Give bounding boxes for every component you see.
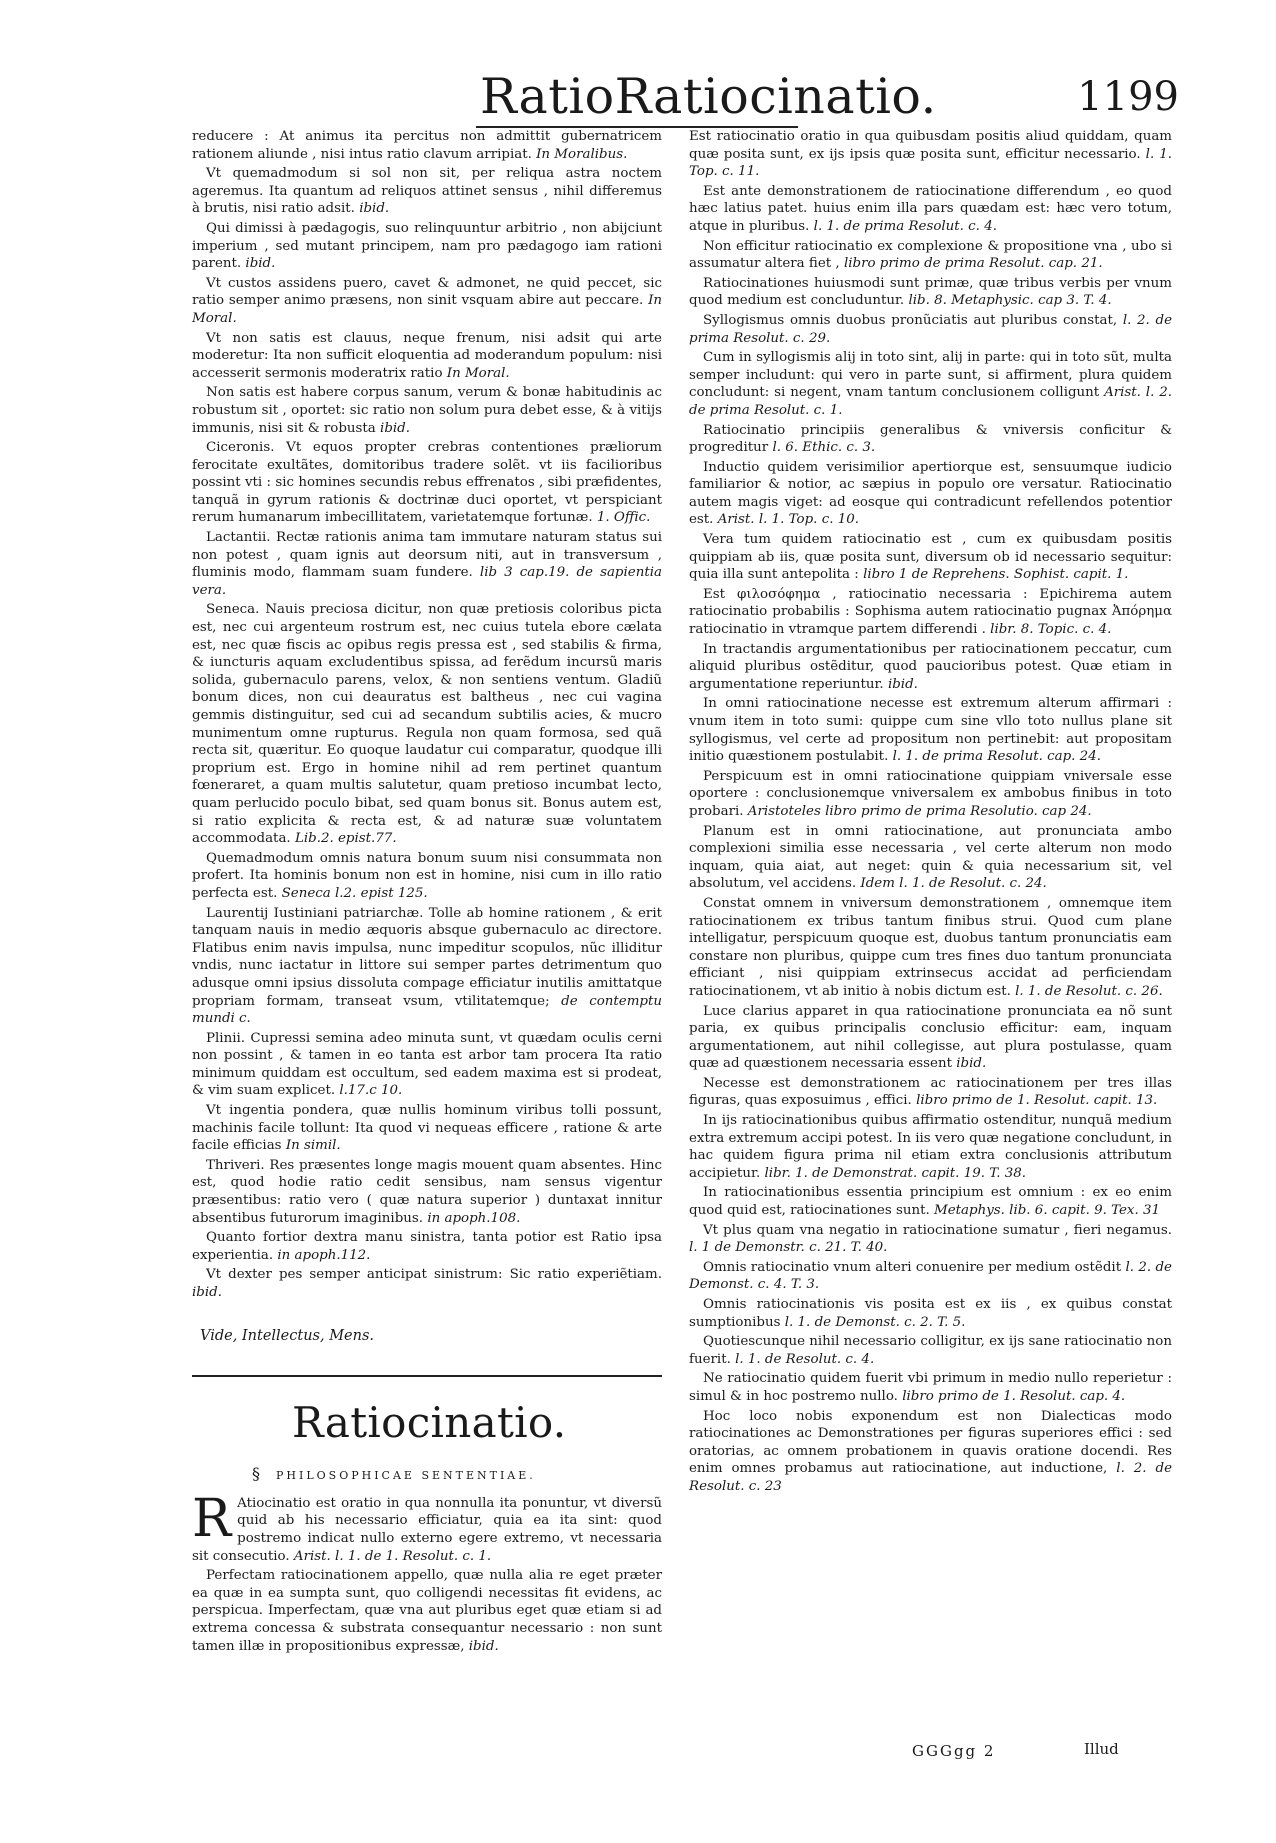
paragraph-source: l. 6. Ethic. c. 3. — [772, 440, 876, 456]
paragraph-source: libro primo de 1. Resolut. cap. 4. — [902, 1388, 1126, 1404]
paragraph — [689, 895, 1172, 1001]
paragraph-text: Vt plus quam vna negatio in ratiocinatione sumatur , fieri negamus. — [703, 1222, 1172, 1238]
paragraph-text: Vera tum quidem ratiocinatio est , cum ex quibusdam positis quippiam ab iis, quæ posita sunt, diversum ob id necessario sequitur: quia illa sunt antepolita : — [689, 532, 1172, 583]
paragraph-source: Arist. l. 2. de prima Resolut. c. 1. — [689, 385, 1172, 418]
paragraph-text: Ratiocinatio principiis generalibus & vniversis conficitur & progreditur — [689, 422, 1172, 456]
paragraph-text: Ratiocinationes huiusmodi sunt primæ, quæ tribus verbis per vnum quod medium est concluduntur. — [689, 275, 1172, 309]
intro-paragraph — [192, 1488, 662, 1565]
paragraph-source: ibid. — [887, 676, 918, 692]
paragraph-text: In omni ratiocinatione necesse est extremum alterum affirmari : vnum item in toto sumi: quippe cum sine vllo toto nullus plane sit syllogismus, vel certe ad propositum non pertinebit: aut propositam initio quæstionem postulabit. — [689, 696, 1172, 765]
paragraph-text: Vt dexter pes semper anticipat sinistrum: Sic ratio experiẽtiam. — [206, 1267, 662, 1283]
paragraph-source: Idem l. 1. de Resolut. c. 24. — [860, 876, 1047, 892]
paragraph-text: Laurentij Iustiniani patriarchæ. Tolle ab homine rationem , & erit tanquam nauis in medio æquoris absque gubernaculo ac directore. Flatibus enim navis impulsa, nunc impeditur scopulos, nũc illiditur vndis, nunc iactatur in littore sui semper partes detrimentum quo adusque omni ipsius dissoluta compage efficiatur inutilis amittatque propriam formam, transeat vsum, vtilitatemque; — [192, 905, 662, 1009]
paragraph-source: ibid. — [468, 1638, 499, 1654]
paragraph — [192, 1157, 662, 1227]
paragraph — [192, 1229, 662, 1264]
paragraph-text: Vt quemadmodum si sol non sit, per reliqua astra noctem ageremus. Ita quantum ad reliquos attinet sensus , nihil differemus à brutis, nisi ratio adsit. — [192, 166, 662, 217]
paragraph-text: Luce clarius apparet in qua ratiocinatione pronunciata ea nõ sunt paria, ex quibus principalis conclusio efficitur: eam, inquam argumentationem, aut nihil collegisse, aut plura postulasse, quam quæ ad quæstionem necessaria essent — [689, 1003, 1172, 1072]
paragraph — [689, 275, 1172, 310]
paragraph — [689, 1333, 1172, 1368]
paragraph-source: l. 1. de Resolut. c. 26. — [1015, 983, 1163, 999]
paragraph — [192, 439, 662, 527]
page-footer — [0, 1742, 1276, 1772]
paragraph-text: Thriveri. Res præsentes longe magis mouent quam absentes. Hinc est, quod hodie ratio cedit sensibus, nam sensus vigentur præsentibus: ratio vero ( quæ natura superior ) duntaxat innitur absentibus futurorum imaginibus. — [192, 1157, 662, 1226]
section-rule — [192, 1375, 662, 1377]
paragraph-source: libro primo de prima Resolut. cap. 21. — [843, 256, 1103, 272]
paragraph — [689, 531, 1172, 584]
paragraph — [689, 695, 1172, 765]
paragraph-source: l. 2. de prima Resolut. c. 29. — [689, 312, 1172, 346]
paragraph — [689, 823, 1172, 893]
paragraph — [689, 1075, 1172, 1110]
paragraph — [192, 165, 662, 218]
paragraph-source: lib. 8. Metaphysic. cap 3. T. 4. — [908, 293, 1112, 309]
paragraph — [689, 1112, 1172, 1182]
paragraph — [192, 220, 662, 273]
paragraph — [192, 1567, 662, 1655]
paragraph — [192, 850, 662, 903]
paragraph-text: Est ratiocinatio oratio in qua quibusdam positis aliud quiddam, quam quæ posita sunt, ex ijs ipsis quæ posita sunt, efficitur necessario. — [689, 129, 1172, 162]
paragraph — [689, 349, 1172, 419]
paragraph-text: Syllogismus omnis duobus pronũciatis aut pluribus constat, — [703, 312, 1118, 328]
paragraph-source: l. 1. de prima Resolut. cap. 24. — [892, 749, 1101, 765]
paragraph-source: libr. 1. de Demonstrat. capit. 19. T. 38. — [764, 1165, 1027, 1181]
paragraph — [689, 641, 1172, 694]
paragraph-text: Plinii. Cupressi semina adeo minuta sunt, vt quædam oculis cerni non possint , & tamen in eo tanta est arbor tam procera Ita ratio minimum quiddam est occultum, sed eadem maxima est si prodeat, & vim suam explicet. — [192, 1030, 662, 1099]
paragraph-source: ibid. — [956, 1056, 987, 1072]
paragraph-text: reducere : At animus ita percitus non admittit gubernatricem rationem aliunde , nisi intus ratio clavum arripiat. — [192, 129, 662, 162]
paragraph — [689, 459, 1172, 529]
paragraph-source: l. 2. de Resolut. c. 23 — [689, 1461, 1172, 1494]
paragraph-text: Quanto fortior dextra manu sinistra, tanta potior est Ratio ipsa experientia. — [192, 1230, 662, 1263]
paragraph-source: ibid. — [359, 201, 390, 217]
paragraph-text: Inductio quidem verisimilior apertiorque est, sensuumque iudicio familiarior & notior, ac sæpius in populo ore versatur. Ratiocinatio autem magis viget: ad eosque qui contradicunt refellendos potentior est. — [689, 459, 1172, 528]
paragraph — [689, 768, 1172, 821]
paragraph-text: Vt non satis est clauus, neque frenum, nisi adsit qui arte moderetur: Ita non sufficit eloquentia ad moderandum populum: nisi accesserit sermonis moderatrix ratio — [192, 330, 662, 381]
paragraph-text: Necesse est demonstrationem ac ratiocinationem per tres illas figuras, quas exposuimus , effici. — [689, 1075, 1172, 1109]
right-column — [689, 128, 1172, 1498]
signature-mark: GGGgg 2 — [912, 1742, 996, 1760]
paragraph — [689, 238, 1172, 273]
paragraph — [192, 330, 662, 383]
paragraph-source: ibid. — [245, 256, 276, 272]
paragraph-text: In tractandis argumentationibus per ratiocinationem peccatur, cum aliquid pluribus ostẽditur, quod paucioribus potest. Quæ etiam in argumentatione reperiuntur. — [689, 641, 1172, 692]
paragraph-source: ibid. — [380, 420, 411, 436]
paragraph — [192, 384, 662, 437]
paragraph-text: Planum est in omni ratiocinatione, aut pronunciata ambo complexioni similia esse necessaria , vel certe alterum non modo inquam, quia aiat, aut neget: quin & quia necessarium sit, vel absolutum, vel accidens. — [689, 823, 1172, 892]
paragraph-text: Perfectam ratiocinationem appello, quæ nulla alia re eget præter ea quæ in ea sumpta sunt, quo colligendi necessitas fit evidens, ac perspicua. Imperfectam, quæ vna aut pluribus eget quæ etiam si ad extrema concessa & substrata consequantur necessario : non sunt tamen illæ in propositionibus expressæ, — [192, 1568, 662, 1654]
paragraph — [689, 312, 1172, 347]
paragraph-source: l. 1. de Resolut. c. 4. — [735, 1351, 875, 1367]
see-also: Vide, Intellectus, Mens. — [200, 1327, 375, 1344]
running-head: RatioRatiocinatio. — [480, 68, 937, 125]
paragraph-source: In Moralibus. — [536, 146, 628, 162]
paragraph-source: l. 1 de Demonstr. c. 21. T. 40. — [689, 1240, 888, 1256]
subhead-text: PHILOSOPHICAE SENTENTIAE. — [276, 1469, 536, 1483]
paragraph-source: In Moral. — [446, 365, 510, 381]
paragraph-text: Non satis est habere corpus sanum, verum & bonæ habitudinis ac robustum sit , oportet: sic ratio non solum pura debet esse, & à vitijs immunis, nisi sit & robusta — [192, 385, 662, 436]
paragraph — [689, 586, 1172, 639]
left-paragraphs — [192, 128, 662, 1302]
intro-text: Atiocinatio est oratio in qua nonnulla ita ponuntur, vt diversũ quid ab his necessario efficiatur, quia ea ita sint: quod postremo indicat nullo externo egere extremo, vt necessaria sit consecutio. — [192, 1495, 662, 1564]
paragraph-source: l. 1. Top. c. 11. — [689, 146, 1172, 180]
paragraph — [192, 529, 662, 599]
paragraph-source: libro primo de 1. Resolut. capit. 13. — [916, 1093, 1158, 1109]
section-mark: § — [252, 1464, 260, 1484]
paragraph-text: Omnis ratiocinatio vnum alteri conuenire per medium ostẽdit — [703, 1259, 1122, 1275]
paragraph-source: 1. Offic. — [596, 510, 651, 526]
subhead — [252, 1465, 662, 1485]
paragraph — [192, 905, 662, 1028]
paragraph-text: Vt ingentia pondera, quæ nullis hominum viribus tolli possunt, machinis facile tollunt: Ita quod vi nequeas efficere , ratione & arte facile efficias — [192, 1103, 662, 1154]
paragraph — [689, 1408, 1172, 1496]
paragraph — [192, 128, 662, 163]
paragraph-text: Ciceronis. Vt equos propter crebras contentiones præliorum ferocitate exultãtes, domitoribus tradere solẽt. vt iis facilioribus possint vti : sic homines secundis rebus effrenatos , sibi præfidentes, tanquã in gyrum rationis & doctrinæ duci oportet, vt perspiciant rerum humanarum imbecillitatem, varietatemque fortunæ. — [192, 440, 662, 526]
paragraph — [689, 1296, 1172, 1331]
paragraph-source: In Moral. — [192, 293, 662, 326]
paragraph-source: in apoph.108. — [427, 1210, 521, 1226]
page-number: 1199 — [1077, 74, 1179, 120]
paragraph-text: Hoc loco nobis exponendum est non Dialecticas modo ratiocinationes ac Demonstrationes per figuras superiores effici : sed oratorias, ac omnem probationem in quavis oratione docendi. Res enim omnes probamus aut ratiocinatione, aut inductione, — [689, 1408, 1172, 1477]
paragraph-text: Seneca. Nauis preciosa dicitur, non quæ pretiosis coloribus picta est, nec cui argenteum rostrum est, nec cuius tutela ebore cælata est, nec quæ fiscis ac opibus regis pressa est , sed stabilis & firma, & iuncturis aquam excludentibus spissa, ad ferẽdum incursũ maris solida, gubernaculo parens, velox, & non sentiens ventum. Gladiũ bonum dices, non cui deauratus est baltheus , nec cui vagina gemmis distinguitur, sed cui ad secandum subtilis acies, & mucro munimentum omne rupturus. Regula non quam formosa, sed quã recta sit, quæritur. Eo quoque laudatur cui comparatur, quodque illi proprium est. Ergo in homine nihil ad rem pertinet quantum fœneraret, a quam multis salutetur, quam pretioso incumbat lecto, quam perlucido poculo bibat, sed quam bonus sit. Bonus autem est, si ratio explicita & recta est, & ad naturæ suæ voluntatem accommodata. — [192, 602, 662, 847]
paragraph-source: l.17.c 10. — [339, 1083, 403, 1099]
paragraph-source: de contemptu mundi c. — [192, 993, 662, 1027]
paragraph-source: libr. 8. Topic. c. 4. — [990, 622, 1112, 638]
paragraph-source: Lib.2. epist.77. — [294, 831, 397, 847]
paragraph — [689, 422, 1172, 457]
paragraph-source: Aristoteles libro primo de prima Resolutio. cap 24. — [747, 803, 1092, 819]
paragraph-source: Arist. l. 1. Top. c. 10. — [717, 512, 859, 528]
paragraph-text: Est φιλοσόφημα , ratiocinatio necessaria : Epichirema autem ratiocinatio probabilis : Sophisma autem ratiocinatio pugnax Ἀπόρημα ratiocinatio in vtramque partem differendi . — [689, 586, 1172, 638]
paragraph — [689, 128, 1172, 181]
paragraph-text: In ijs ratiocinationibus quibus affirmatio ostenditur, nunquã medium extra extremum accipi potest. In iis vero quæ negatione concludunt, in hac quidem figura prima nil etiam extra conclusionis attributum accipietur. — [689, 1113, 1172, 1181]
paragraph — [192, 275, 662, 328]
paragraph — [192, 1102, 662, 1155]
drop-cap: R — [192, 1488, 232, 1549]
paragraph-source: lib 3 cap.19. de sapientia vera. — [192, 565, 662, 598]
right-paragraphs — [689, 128, 1172, 1496]
paragraph — [689, 1259, 1172, 1294]
paragraph-text: Quotiescunque nihil necessario colligitur, ex ijs sane ratiocinatio non fuerit. — [689, 1334, 1172, 1367]
paragraph-source: Metaphys. lib. 6. capit. 9. Tex. 31 — [934, 1203, 1161, 1219]
paragraph-text: Omnis ratiocinationis vis posita est ex iis , ex quibus constat sumptionibus — [689, 1297, 1172, 1330]
paragraph-source: In simil. — [285, 1138, 341, 1154]
paragraph-text: Qui dimissi à pædagogis, suo relinquuntur arbitrio , non abijciunt imperium , sed mutant principem, nam pro pædagogo iam rationi parent. — [192, 220, 662, 272]
paragraph-text: Est ante demonstrationem de ratiocinatione differendum , eo quod hæc latius patet. huius enim illa pars quædam est: hæc vero totum, atque in pluribus. — [689, 183, 1172, 234]
paragraph-source: in apoph.112. — [277, 1247, 371, 1263]
paragraph-text: Perspicuum est in omni ratiocinatione quippiam vniversale esse oportere : conclusionemque vniversalem ex ambobus finibus in toto probari. — [689, 768, 1172, 819]
paragraph-source: libro 1 de Reprehens. Sophist. capit. 1. — [863, 567, 1129, 583]
paragraph — [192, 1266, 662, 1301]
paragraph-text: Non efficitur ratiocinatio ex complexione & propositione vna , ubo si assumatur altera fiet , — [689, 238, 1172, 272]
paragraph-text: Cum in syllogismis alij in toto sint, alij in parte: qui in toto sũt, multa semper includunt: qui vero in parte sunt, si affirment, plura quidem concludunt: si negent, vnam tantum conclusionem colligunt — [689, 350, 1172, 401]
left-column — [192, 128, 662, 1657]
paragraph-source: l. 2. de Demonst. c. 4. T. 3. — [689, 1259, 1172, 1293]
paragraph-text: Quemadmodum omnis natura bonum suum nisi consummata non profert. Ita hominis bonum non est in homine, nisi cum in illo ratio perfecta est. — [192, 850, 662, 901]
paragraph-text: Lactantii. Rectæ rationis anima tam immutare naturam status sui non potest , quam ignis aut deorsum niti, aut in transversum , fluminis modo, flammam suam fundere. — [192, 530, 662, 581]
paragraph — [192, 601, 662, 847]
paragraph-source: l. 1. de prima Resolut. c. 4. — [813, 218, 997, 234]
paragraph-source: ibid. — [192, 1285, 222, 1300]
paragraph — [689, 1222, 1172, 1257]
paragraph-source: Seneca l.2. epist 125. — [281, 885, 428, 901]
paragraph — [192, 1030, 662, 1100]
intro-source: Arist. l. 1. de 1. Resolut. c. 1. — [293, 1548, 492, 1564]
catchword: Illud — [1084, 1740, 1119, 1758]
section-title: Ratiocinatio. — [292, 1398, 567, 1448]
paragraph-text: Ne ratiocinatio quidem fuerit vbi primum in medio nullo reperietur : simul & in hoc postremo nullo. — [689, 1371, 1172, 1404]
paragraph-text: In ratiocinationibus essentia principium est omnium : ex eo enim quod quid est, ratiocinationes sunt. — [689, 1185, 1172, 1219]
paragraph — [689, 1184, 1172, 1219]
paragraph-source: l. 1. de Demonst. c. 2. T. 5. — [784, 1314, 966, 1330]
paragraph-text: Constat omnem in vniversum demonstrationem , omnemque item ratiocinationem ex tribus tantum finibus strui. Quod cum plane intelligatur, perspicuum quoque est, duobus tantum pronunciatis eam constare non pluribus, quippe cum tres fines duo tantum pronunciata efficiant , nisi quippiam extrinsecus accidat ad perficiendam ratiocinationem, vt ab initio à nobis dictum est. — [689, 895, 1172, 999]
paragraph — [689, 183, 1172, 236]
paragraph-text: Vt custos assidens puero, cavet & admonet, ne quid peccet, sic ratio semper animo præsens, non sinit vsquam abire aut peccare. — [192, 275, 662, 309]
page-header — [0, 66, 1276, 136]
paragraph — [689, 1370, 1172, 1405]
paragraph — [689, 1003, 1172, 1073]
